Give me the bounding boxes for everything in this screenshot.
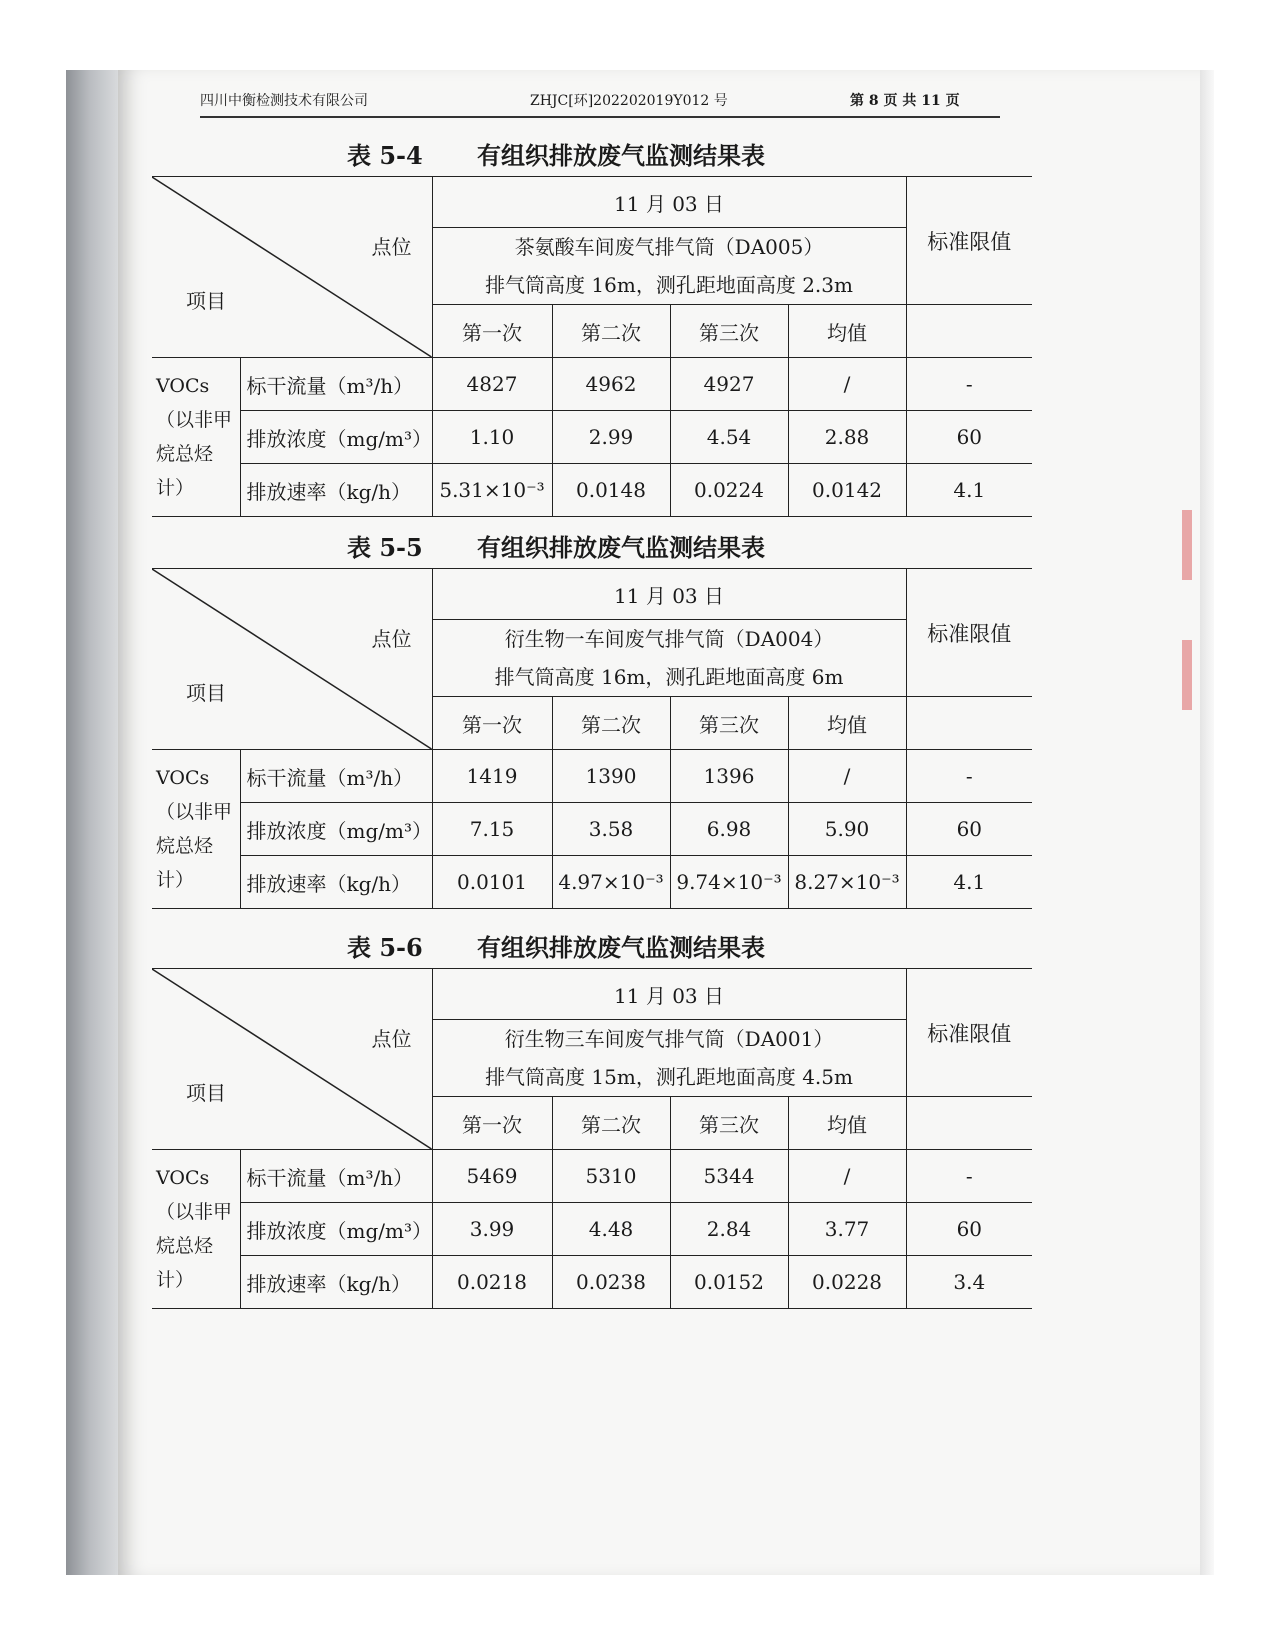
- table-cell: 0.0101: [432, 856, 552, 909]
- table-cell: -: [906, 1150, 1032, 1203]
- param-flow: 标干流量（m³/h）: [240, 1150, 432, 1203]
- site-height: 排气筒高度 16m，测孔距地面高度 6m: [494, 665, 844, 689]
- param-concentration: 排放浓度（mg/m³）: [240, 411, 432, 464]
- site-cell: [432, 228, 906, 305]
- table-cell: 0.0218: [432, 1256, 552, 1309]
- table-cell: 5.90: [788, 803, 906, 856]
- empty-cell: [906, 305, 1032, 358]
- table-cell: 2.84: [670, 1203, 788, 1256]
- date-cell: 11 月 03 日: [432, 969, 906, 1020]
- table-cell: 1396: [670, 750, 788, 803]
- table-cell: 4927: [670, 358, 788, 411]
- item-label: 项目: [186, 681, 226, 705]
- table-cell: 5310: [552, 1150, 670, 1203]
- monitoring-table: [152, 968, 1032, 1309]
- run-header: 第二次: [552, 1097, 670, 1150]
- table-cell: 4962: [552, 358, 670, 411]
- table-cell: 5.31×10⁻³: [432, 464, 552, 517]
- table-cell: /: [788, 1150, 906, 1203]
- page-header: [200, 86, 1000, 118]
- next-page-edge: [1200, 70, 1214, 1575]
- pollutant-group: VOCs（以非甲烷总烃计）: [152, 358, 240, 517]
- param-concentration: 排放浓度（mg/m³）: [240, 1203, 432, 1256]
- empty-cell: [906, 697, 1032, 750]
- table-cell: 60: [906, 1203, 1032, 1256]
- param-flow: 标干流量（m³/h）: [240, 750, 432, 803]
- table-cell: 3.4: [906, 1256, 1032, 1309]
- table-title: 有组织排放废气监测结果表: [477, 141, 765, 170]
- item-label: 项目: [186, 1081, 226, 1105]
- standard-limit-header: 标准限值: [906, 177, 1032, 305]
- diagonal-header-cell: [152, 569, 432, 750]
- empty-cell: [906, 1097, 1032, 1150]
- site-cell: [432, 1020, 906, 1097]
- table-cell: 1419: [432, 750, 552, 803]
- param-rate: 排放速率（kg/h）: [240, 464, 432, 517]
- report-number: ZHJC[环]202202019Y012 号: [530, 93, 728, 109]
- point-label: 点位: [371, 627, 412, 651]
- page-number: 第 8 页 共 11 页: [850, 93, 960, 109]
- table-cell: 0.0238: [552, 1256, 670, 1309]
- table-title: 有组织排放废气监测结果表: [477, 933, 765, 962]
- table-number: 表 5-5: [347, 533, 423, 562]
- run-header: 均值: [788, 1097, 906, 1150]
- table-cell: 60: [906, 803, 1032, 856]
- table-cell: 0.0224: [670, 464, 788, 517]
- table-cell: 0.0142: [788, 464, 906, 517]
- table-cell: 9.74×10⁻³: [670, 856, 788, 909]
- table-cell: /: [788, 750, 906, 803]
- table-cell: 5344: [670, 1150, 788, 1203]
- site-name: 茶氨酸车间废气排气筒（DA005）: [514, 235, 824, 259]
- date-cell: 11 月 03 日: [432, 177, 906, 228]
- run-header: 均值: [788, 305, 906, 358]
- point-label: 点位: [371, 1027, 412, 1051]
- monitoring-table: [152, 568, 1032, 909]
- point-label: 点位: [371, 235, 412, 259]
- table-cell: 3.77: [788, 1203, 906, 1256]
- red-stamp-edge: [1182, 640, 1192, 710]
- table-cell: 3.58: [552, 803, 670, 856]
- table-cell: -: [906, 750, 1032, 803]
- red-stamp-edge: [1182, 510, 1192, 580]
- diagonal-header-cell: [152, 177, 432, 358]
- run-header: 均值: [788, 697, 906, 750]
- site-name: 衍生物一车间废气排气筒（DA004）: [504, 627, 834, 651]
- run-header: 第二次: [552, 697, 670, 750]
- param-rate: 排放速率（kg/h）: [240, 1256, 432, 1309]
- table-title: 有组织排放废气监测结果表: [477, 533, 765, 562]
- run-header: 第三次: [670, 305, 788, 358]
- run-header: 第三次: [670, 1097, 788, 1150]
- table-cell: 4.48: [552, 1203, 670, 1256]
- table-cell: 1.10: [432, 411, 552, 464]
- date-cell: 11 月 03 日: [432, 569, 906, 620]
- site-height: 排气筒高度 15m，测孔距地面高度 4.5m: [485, 1065, 853, 1089]
- pollutant-group: VOCs（以非甲烷总烃计）: [152, 750, 240, 909]
- table-cell: 4.1: [906, 856, 1032, 909]
- table-cell: 2.88: [788, 411, 906, 464]
- table-cell: 4827: [432, 358, 552, 411]
- monitoring-table: [152, 176, 1032, 517]
- site-name: 衍生物三车间废气排气筒（DA001）: [504, 1027, 834, 1051]
- table-number: 表 5-6: [347, 933, 423, 962]
- param-concentration: 排放浓度（mg/m³）: [240, 803, 432, 856]
- table-cell: 7.15: [432, 803, 552, 856]
- run-header: 第一次: [432, 697, 552, 750]
- pollutant-group: VOCs（以非甲烷总烃计）: [152, 1150, 240, 1309]
- table-cell: 4.1: [906, 464, 1032, 517]
- book-spine-shadow: [66, 70, 118, 1575]
- run-header: 第一次: [432, 1097, 552, 1150]
- standard-limit-header: 标准限值: [906, 969, 1032, 1097]
- item-label: 项目: [186, 289, 226, 313]
- table-cell: 60: [906, 411, 1032, 464]
- run-header: 第二次: [552, 305, 670, 358]
- standard-limit-header: 标准限值: [906, 569, 1032, 697]
- company-name: 四川中衡检测技术有限公司: [200, 93, 368, 109]
- table-cell: 4.54: [670, 411, 788, 464]
- table-cell: 0.0152: [670, 1256, 788, 1309]
- table-cell: -: [906, 358, 1032, 411]
- param-flow: 标干流量（m³/h）: [240, 358, 432, 411]
- diagonal-header-cell: [152, 969, 432, 1150]
- table-cell: 0.0228: [788, 1256, 906, 1309]
- table-cell: 2.99: [552, 411, 670, 464]
- table-cell: 8.27×10⁻³: [788, 856, 906, 909]
- site-height: 排气筒高度 16m，测孔距地面高度 2.3m: [485, 273, 853, 297]
- table-cell: 3.99: [432, 1203, 552, 1256]
- table-cell: 6.98: [670, 803, 788, 856]
- run-header: 第三次: [670, 697, 788, 750]
- run-header: 第一次: [432, 305, 552, 358]
- param-rate: 排放速率（kg/h）: [240, 856, 432, 909]
- table-cell: 0.0148: [552, 464, 670, 517]
- table-number: 表 5-4: [347, 141, 423, 170]
- site-cell: [432, 620, 906, 697]
- table-cell: 1390: [552, 750, 670, 803]
- table-cell: /: [788, 358, 906, 411]
- table-cell: 4.97×10⁻³: [552, 856, 670, 909]
- table-cell: 5469: [432, 1150, 552, 1203]
